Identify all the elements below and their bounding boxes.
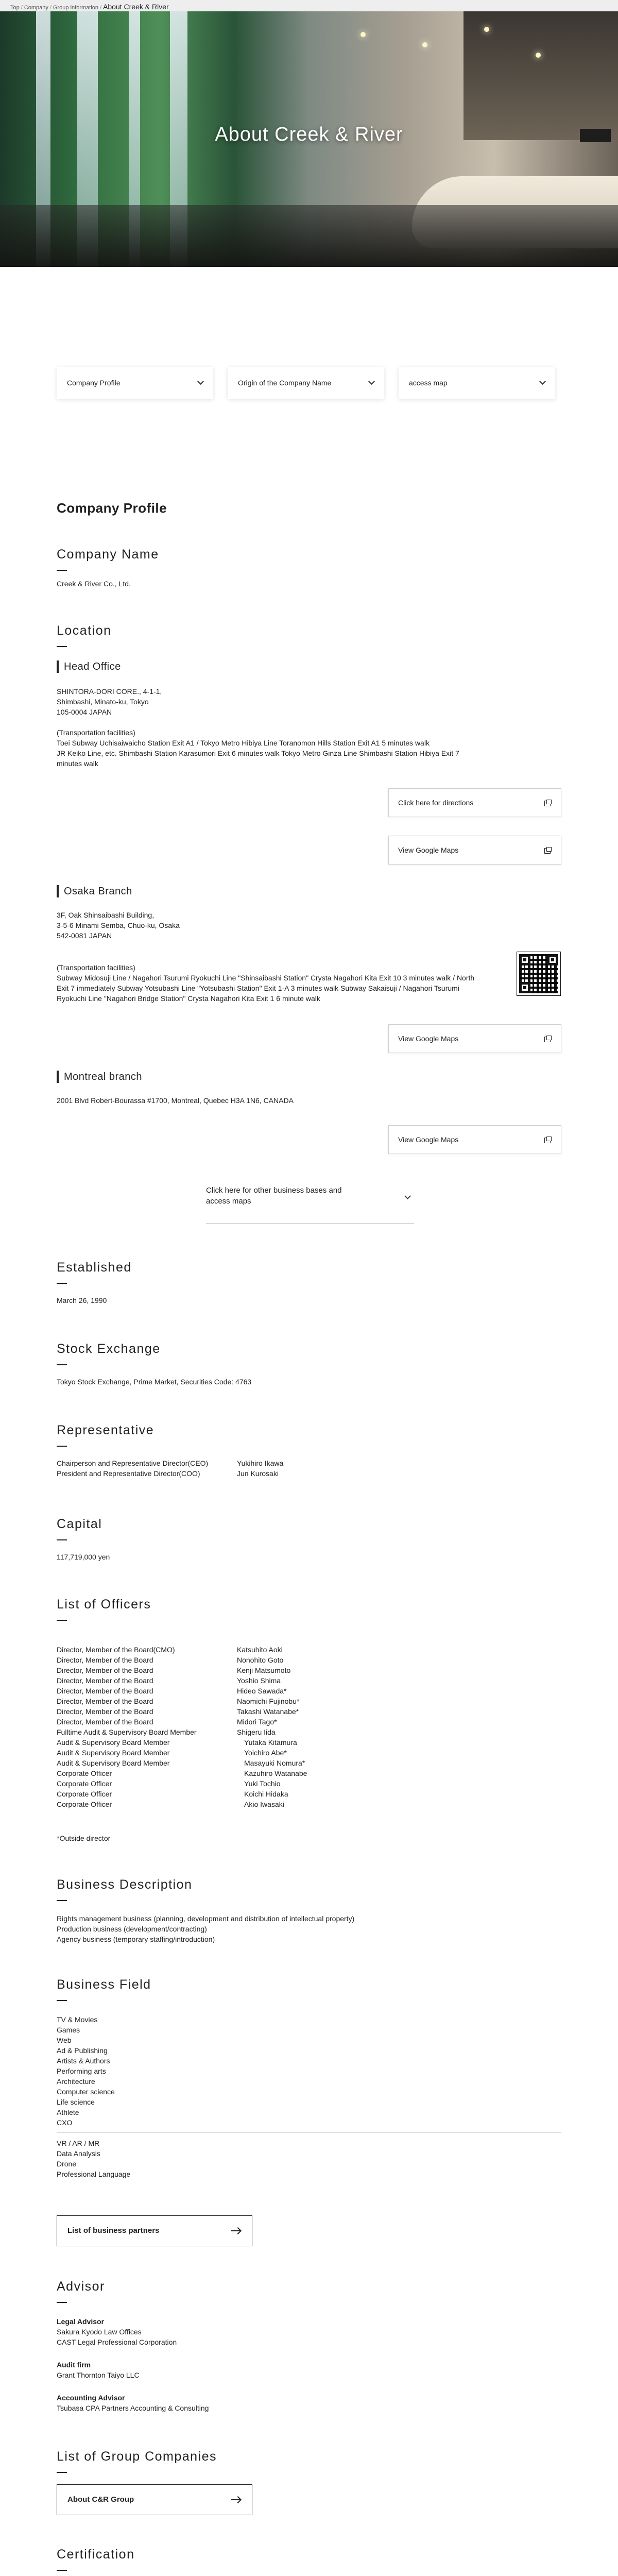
osaka-address bbox=[57, 910, 180, 941]
officer-role: Director, Member of the Board(CMO) bbox=[57, 1646, 175, 1654]
button-label: List of business partners bbox=[67, 2226, 160, 2235]
external-link-icon bbox=[544, 1036, 552, 1042]
officer-role: Corporate Officer bbox=[57, 1790, 112, 1798]
osaka-transport bbox=[57, 962, 566, 1004]
external-link-icon bbox=[544, 800, 552, 806]
capital-value: 117,719,000 yen bbox=[57, 1553, 110, 1561]
address-line: 3-5-6 Minami Semba, Chuo-ku, Osaka bbox=[57, 921, 180, 929]
group-companies-heading: List of Group Companies bbox=[57, 2447, 217, 2473]
officer-name: Shigeru Iida bbox=[237, 1728, 276, 1736]
business-field-item: TV & Movies bbox=[57, 2015, 98, 2024]
stock-exchange-heading: Stock Exchange bbox=[57, 1340, 161, 1365]
business-field-item: Web bbox=[57, 2036, 72, 2044]
officer-name: Yoshio Shima bbox=[237, 1676, 281, 1685]
breadcrumb-group-information[interactable]: Group information bbox=[53, 5, 98, 11]
business-field-item: CXO bbox=[57, 2119, 73, 2127]
advisor-line: Tsubasa CPA Partners Accounting & Consulting bbox=[57, 2404, 209, 2412]
advisor-heading: Advisor bbox=[57, 2277, 105, 2303]
tab-label: access map bbox=[409, 378, 448, 387]
breadcrumb-top[interactable]: Top bbox=[10, 5, 20, 11]
officer-role: Audit & Supervisory Board Member bbox=[57, 1749, 170, 1757]
transport-line: minutes walk bbox=[57, 759, 98, 768]
advisor-group-title: Legal Advisor bbox=[57, 2317, 105, 2326]
button-label: View Google Maps bbox=[398, 1135, 459, 1144]
montreal-address: 2001 Blvd Robert-Bourassa #1700, Montreal, Quebec H3A 1N6, CANADA bbox=[57, 1096, 294, 1105]
head-office-google-maps-button[interactable] bbox=[388, 836, 561, 865]
officer-name: Yutaka Kitamura bbox=[244, 1738, 297, 1747]
business-field-item: Ad & Publishing bbox=[57, 2046, 108, 2055]
officer-role: Director, Member of the Board bbox=[57, 1656, 153, 1664]
officer-role: Corporate Officer bbox=[57, 1780, 112, 1788]
officer-name: Midori Tago* bbox=[237, 1718, 277, 1726]
advisor-line: CAST Legal Professional Corporation bbox=[57, 2338, 177, 2346]
transport-label: (Transportation facilities) bbox=[57, 728, 135, 737]
tab-label: Company Profile bbox=[67, 378, 121, 387]
established-heading: Established bbox=[57, 1258, 132, 1284]
advisor-line: Grant Thornton Taiyo LLC bbox=[57, 2371, 140, 2379]
hero-floor bbox=[0, 205, 618, 267]
officer-role: Director, Member of the Board bbox=[57, 1718, 153, 1726]
officer-name: Yoichiro Abe* bbox=[244, 1749, 287, 1757]
external-link-icon bbox=[544, 847, 552, 854]
outside-director-note: *Outside director bbox=[57, 1834, 111, 1842]
business-description-line: Rights management business (planning, development and distribution of intellectual property) bbox=[57, 1914, 355, 1923]
business-field-item: Computer science bbox=[57, 2088, 115, 2096]
representative-table bbox=[57, 1458, 371, 1479]
transport-label: (Transportation facilities) bbox=[57, 963, 135, 972]
divider bbox=[206, 1223, 414, 1224]
officer-role: Director, Member of the Board bbox=[57, 1707, 153, 1716]
business-description-heading: Business Description bbox=[57, 1875, 192, 1901]
arrow-right-icon bbox=[231, 2499, 241, 2500]
external-link-icon bbox=[544, 1137, 552, 1143]
location-heading: Location bbox=[57, 621, 112, 647]
business-field-item: Drone bbox=[57, 2160, 77, 2168]
business-field-item: Professional Language bbox=[57, 2170, 131, 2178]
business-field-heading: Business Field bbox=[57, 1975, 151, 2001]
advisor-accounting bbox=[57, 2393, 209, 2413]
head-office-address bbox=[57, 686, 162, 717]
business-field-item: Architecture bbox=[57, 2077, 95, 2086]
about-cr-group-button[interactable] bbox=[57, 2484, 252, 2515]
business-field-item: Artists & Authors bbox=[57, 2057, 110, 2065]
business-field-item: Life science bbox=[57, 2098, 95, 2106]
business-description-line: Production business (development/contracting) bbox=[57, 1925, 207, 1933]
certification-heading: Certification bbox=[57, 2545, 135, 2571]
advisor-legal bbox=[57, 2316, 177, 2347]
directions-button[interactable] bbox=[388, 788, 561, 817]
hero-ceiling-light bbox=[484, 27, 489, 32]
company-name-value: Creek & River Co., Ltd. bbox=[57, 580, 131, 588]
advisor-group-title: Audit firm bbox=[57, 2361, 91, 2369]
transport-line: Toei Subway Uchisaiwaicho Station Exit A1 / Tokyo Metro Hibiya Line Toranomon Hills Station Exit A1 5 minutes walk bbox=[57, 739, 430, 747]
officer-role: Corporate Officer bbox=[57, 1769, 112, 1777]
chevron-down-icon bbox=[539, 378, 546, 385]
button-label: Click here for directions bbox=[398, 798, 474, 807]
advisor-audit bbox=[57, 2360, 140, 2380]
tab-company-profile[interactable] bbox=[57, 367, 213, 399]
osaka-branch-heading: Osaka Branch bbox=[57, 885, 132, 897]
officers-table bbox=[57, 1645, 371, 1809]
other-bases-label: Click here for other business bases and access maps bbox=[206, 1186, 342, 1206]
officer-role: Director, Member of the Board bbox=[57, 1697, 153, 1705]
hero-ceiling-light bbox=[360, 32, 366, 37]
business-field-item: VR / AR / MR bbox=[57, 2139, 100, 2147]
capital-heading: Capital bbox=[57, 1515, 102, 1540]
address-line: Shimbashi, Minato-ku, Tokyo bbox=[57, 698, 149, 706]
address-line: 542-0081 JAPAN bbox=[57, 931, 112, 940]
breadcrumb-current: About Creek & River bbox=[103, 3, 169, 11]
officers-heading: List of Officers bbox=[57, 1595, 151, 1621]
officer-role: Audit & Supervisory Board Member bbox=[57, 1759, 170, 1767]
company-profile-heading: Company Profile bbox=[57, 500, 167, 516]
transport-line: JR Keiko Line, etc. Shimbashi Station Karasumori Exit 6 minutes walk Tokyo Metro Ginza Line Shimbashi Station Hibiya Exit 7 bbox=[57, 749, 459, 757]
officer-name: Kenji Matsumoto bbox=[237, 1666, 291, 1674]
business-field-list-new bbox=[57, 2138, 130, 2179]
officer-role: Director, Member of the Board bbox=[57, 1687, 153, 1695]
officer-name: Masayuki Nomura* bbox=[244, 1759, 305, 1767]
address-line: SHINTORA-DORI CORE., 4-1-1, bbox=[57, 687, 162, 696]
hero-ceiling-light bbox=[536, 53, 541, 58]
breadcrumb-company[interactable]: Company bbox=[24, 5, 48, 11]
business-partners-button[interactable] bbox=[57, 2215, 252, 2246]
button-label: View Google Maps bbox=[398, 845, 459, 854]
representative-heading: Representative bbox=[57, 1421, 154, 1447]
officer-name: Hideo Sawada* bbox=[237, 1687, 287, 1695]
transport-line: Subway Midosuji Line / Nagahori Tsurumi Ryokuchi Line "Shinsaibashi Station" Crysta Nagahori Kita Exit 10 3 minutes walk / North bbox=[57, 974, 475, 982]
representative-role: Chairperson and Representative Director(CEO) bbox=[57, 1459, 209, 1467]
other-bases-toggle[interactable] bbox=[206, 1185, 414, 1207]
montreal-branch-heading: Montreal branch bbox=[57, 1071, 142, 1083]
officer-name: Naomichi Fujinobu* bbox=[237, 1697, 300, 1705]
hero-ceiling-light bbox=[422, 42, 427, 47]
company-name-heading: Company Name bbox=[57, 545, 159, 571]
osaka-google-maps-button[interactable] bbox=[388, 1024, 561, 1053]
officer-name: Koichi Hidaka bbox=[244, 1790, 288, 1798]
stock-exchange-value: Tokyo Stock Exchange, Prime Market, Securities Code: 4763 bbox=[57, 1378, 252, 1386]
transport-line: Exit 7 immediately Subway Yotsubashi Line "Yotsubashi Station" Exit 1-A 3 minutes walk Subway Sakaisuji / Nagahori Tsurumi bbox=[57, 984, 459, 992]
tab-origin-of-name[interactable] bbox=[228, 367, 384, 399]
representative-name: Yukihiro Ikawa bbox=[237, 1459, 284, 1467]
officer-name: Katsuhito Aoki bbox=[237, 1646, 283, 1654]
officer-role: Director, Member of the Board bbox=[57, 1666, 153, 1674]
officer-role: Corporate Officer bbox=[57, 1800, 112, 1808]
business-field-item: Games bbox=[57, 2026, 80, 2034]
business-field-item: Performing arts bbox=[57, 2067, 106, 2075]
section-tabs bbox=[57, 367, 555, 399]
business-field-item: Data Analysis bbox=[57, 2149, 100, 2158]
officer-name: Takashi Watanabe* bbox=[237, 1707, 299, 1716]
business-field-item: Athlete bbox=[57, 2108, 79, 2116]
business-field-list bbox=[57, 2014, 115, 2128]
page-title: About Creek & River bbox=[215, 124, 403, 145]
tab-access-map[interactable] bbox=[399, 367, 555, 399]
address-line: 105-0004 JAPAN bbox=[57, 708, 112, 716]
chevron-down-icon bbox=[404, 1193, 411, 1199]
representative-name: Jun Kurosaki bbox=[237, 1469, 279, 1478]
officer-role: Audit & Supervisory Board Member bbox=[57, 1738, 170, 1747]
officer-name: Yuki Tochio bbox=[244, 1780, 281, 1788]
tab-label: Origin of the Company Name bbox=[238, 378, 332, 387]
business-description-list bbox=[57, 1913, 354, 1944]
advisor-group-title: Accounting Advisor bbox=[57, 2394, 125, 2402]
button-label: About C&R Group bbox=[67, 2495, 134, 2504]
button-label: View Google Maps bbox=[398, 1034, 459, 1043]
officer-name: Akio Iwasaki bbox=[244, 1800, 284, 1808]
transport-line: Ryokuchi Line "Nagahori Bridge Station" Crysta Nagahori Kita Exit 1 6 minute walk bbox=[57, 994, 320, 1003]
arrow-right-icon bbox=[231, 2230, 241, 2231]
montreal-google-maps-button[interactable] bbox=[388, 1125, 561, 1154]
chevron-down-icon bbox=[197, 378, 204, 385]
hero-banner bbox=[0, 11, 618, 267]
officer-role: Fulltime Audit & Supervisory Board Member bbox=[57, 1728, 197, 1736]
officer-name: Kazuhiro Watanabe bbox=[244, 1769, 307, 1777]
chevron-down-icon bbox=[368, 378, 375, 385]
established-value: March 26, 1990 bbox=[57, 1296, 107, 1304]
advisor-line: Sakura Kyodo Law Offices bbox=[57, 2328, 142, 2336]
head-office-heading: Head Office bbox=[57, 660, 121, 673]
business-description-line: Agency business (temporary staffing/introduction) bbox=[57, 1935, 215, 1943]
breadcrumb: Top / Company / Group information / About Creek & River bbox=[0, 0, 618, 11]
officer-role: Director, Member of the Board bbox=[57, 1676, 153, 1685]
head-office-transport bbox=[57, 727, 551, 769]
officer-name: Nonohito Goto bbox=[237, 1656, 284, 1664]
address-line: 3F, Oak Shinsaibashi Building, bbox=[57, 911, 154, 919]
representative-role: President and Representative Director(COO) bbox=[57, 1469, 200, 1478]
